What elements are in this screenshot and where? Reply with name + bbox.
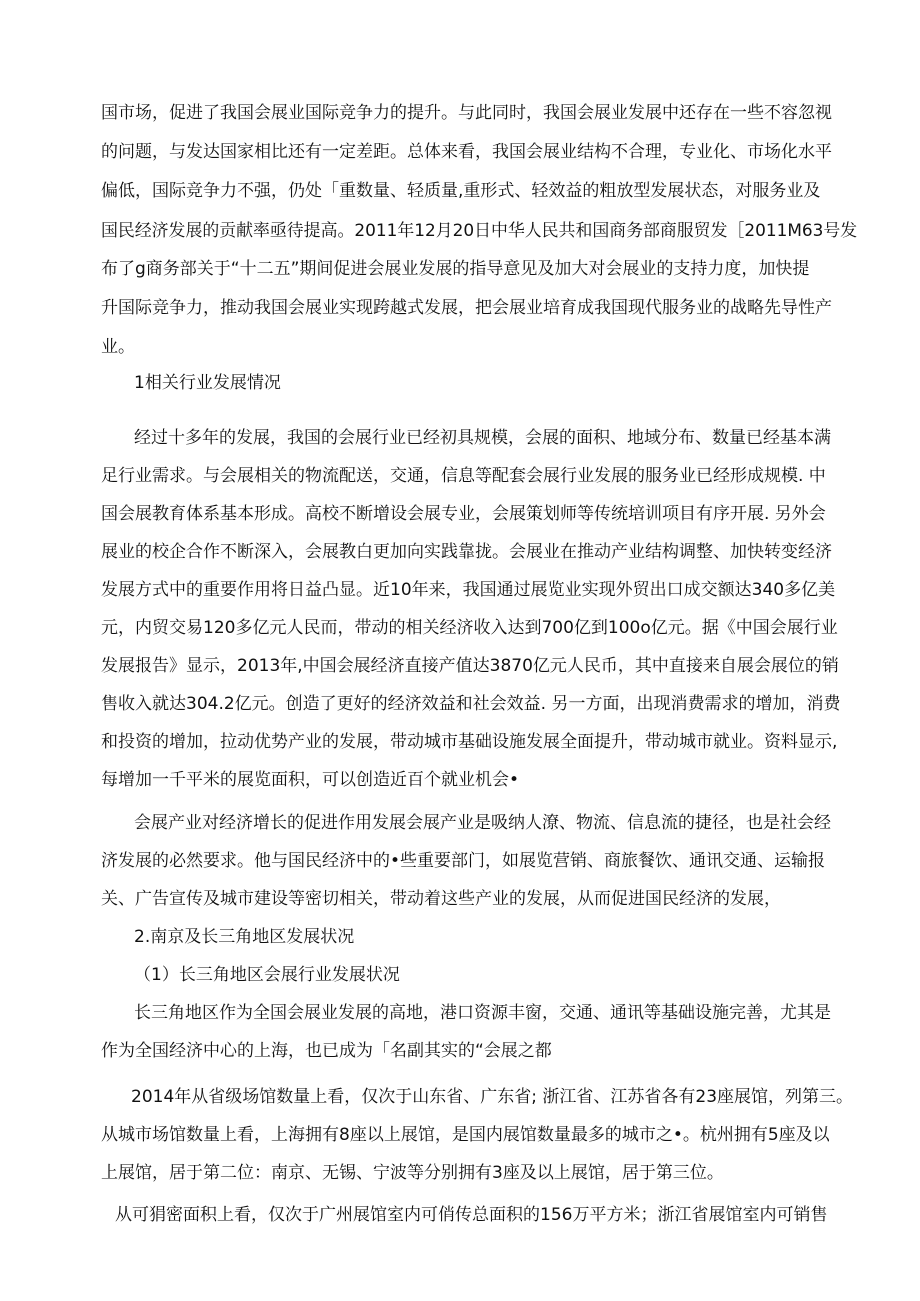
text-line: 发展报告》显示，2013年,中国会展经济直接产值达3870亿元人民币，其中直接来自展会展位的销	[101, 656, 839, 676]
text-line: 升国际竞争力，推动我国会展业实现跨越式发展，把会展业培育成我国现代服务业的战略先导性产	[101, 298, 832, 318]
text-line: 国会展教育体系基本形成。高校不断增设会展专业，会展策划师等传统培训项目有序开展. 另外会	[101, 504, 826, 524]
text-line: 的问题，与发达国家相比还有一定差距。总体来看，我国会展业结构不合理，专业化、市场化水平	[101, 142, 832, 162]
text-line: 展业的校企合作不断深入，会展教白更加向实践靠拢。会展业在推动产业结构调整、加快转变经济	[101, 542, 832, 562]
text-line: 和投资的增加，拉动优势产业的发展，带动城市基础设施发展全面提升，带动城市就业。资料显示,	[101, 732, 838, 752]
section-heading: 1相关行业发展情况	[134, 373, 281, 393]
subsection-heading: （1）长三角地区会展行业发展状况	[134, 965, 400, 985]
text-line: 发展方式中的重要作用将日益凸显。近10年来，我国通过展览业实现外贸出口成交额达340多亿美	[101, 580, 836, 600]
text-line: 从可狷密面积上看，仅次于广州展馆室内可俏传总面积的156万平方米；浙江省展馆室内可销售	[115, 1205, 828, 1225]
text-line: 业。	[101, 337, 135, 357]
text-line: 长三角地区作为全国会展业发展的高地，港口资源丰窗，交通、通讯等基础设施完善，尤其是	[134, 1003, 831, 1023]
text-line: 会展产业对经济增长的促进作用发展会展产业是吸纳人潦、物流、信息流的捷径，也是社会经	[134, 813, 831, 833]
text-line: 布了g商务部关于“十二五”期间促进会展业发展的指导意见及加大对会展业的支持力度，加快提	[101, 259, 810, 279]
text-line: 经过十多年的发展，我国的会展行业已经初具规模，会展的面积、地域分布、数量已经基本满	[134, 428, 831, 448]
text-line: 上展馆，居于第二位：南京、无锡、宁波等分别拥有3座及以上展馆，居于第三位。	[101, 1163, 724, 1183]
text-line: 从城市场馆数量上看，上海拥有8座以上展馆，是国内展馆数量最多的城市之•。杭州拥有5座及以	[101, 1125, 830, 1145]
text-line: 足行业需求。与会展相关的物流配送，交通，信息等配套会展行业发展的服务业已经形成规模. 中	[101, 466, 826, 486]
text-line: 关、广告宣传及城市建设等密切相关，带动着这些产业的发展，从而促进国民经济的发展，	[101, 889, 781, 909]
text-line: 国民经济发展的贡献率亟待提高。2011年12月20日中华人民共和国商务部商服贸发［2011M63号发	[101, 220, 858, 240]
text-line: 作为全国经济中心的上海，也已成为「名副其实的“会展之都	[101, 1041, 552, 1061]
text-line: 济发展的必然要求。他与国民经济中的•些重要部门，如展览营销、商旅餐饮、通讯交通、运输报	[101, 851, 826, 871]
text-line: 偏低，国际竞争力不强，仍处「重数量、轻质量,重形式、轻效益的粗放型发展状态，对服务业及	[101, 181, 821, 201]
section-heading: 2.南京及长三角地区发展状况	[134, 927, 355, 947]
text-line: 元，内贸交易120多亿元人民而，带动的相关经济收入达到700亿到100o亿元。据《中国会展行业	[101, 618, 838, 638]
text-line: 2014年从省级场馆数量上看，仅次于山东省、广东省; 浙江省、江苏省各有23座展馆，列第三。	[131, 1087, 854, 1107]
text-line: 每增加一千平米的展览面积，可以创造近百个就业机会•	[101, 770, 520, 790]
text-line: 国市场，促进了我国会展业国际竞争力的提升。与此同时，我国会展业发展中还存在一些不容忽视	[101, 103, 832, 123]
text-line: 售收入就达304.2亿元。创造了更好的经济效益和社会效益. 另一方面，出现消费需求的增加，消费	[101, 694, 841, 714]
